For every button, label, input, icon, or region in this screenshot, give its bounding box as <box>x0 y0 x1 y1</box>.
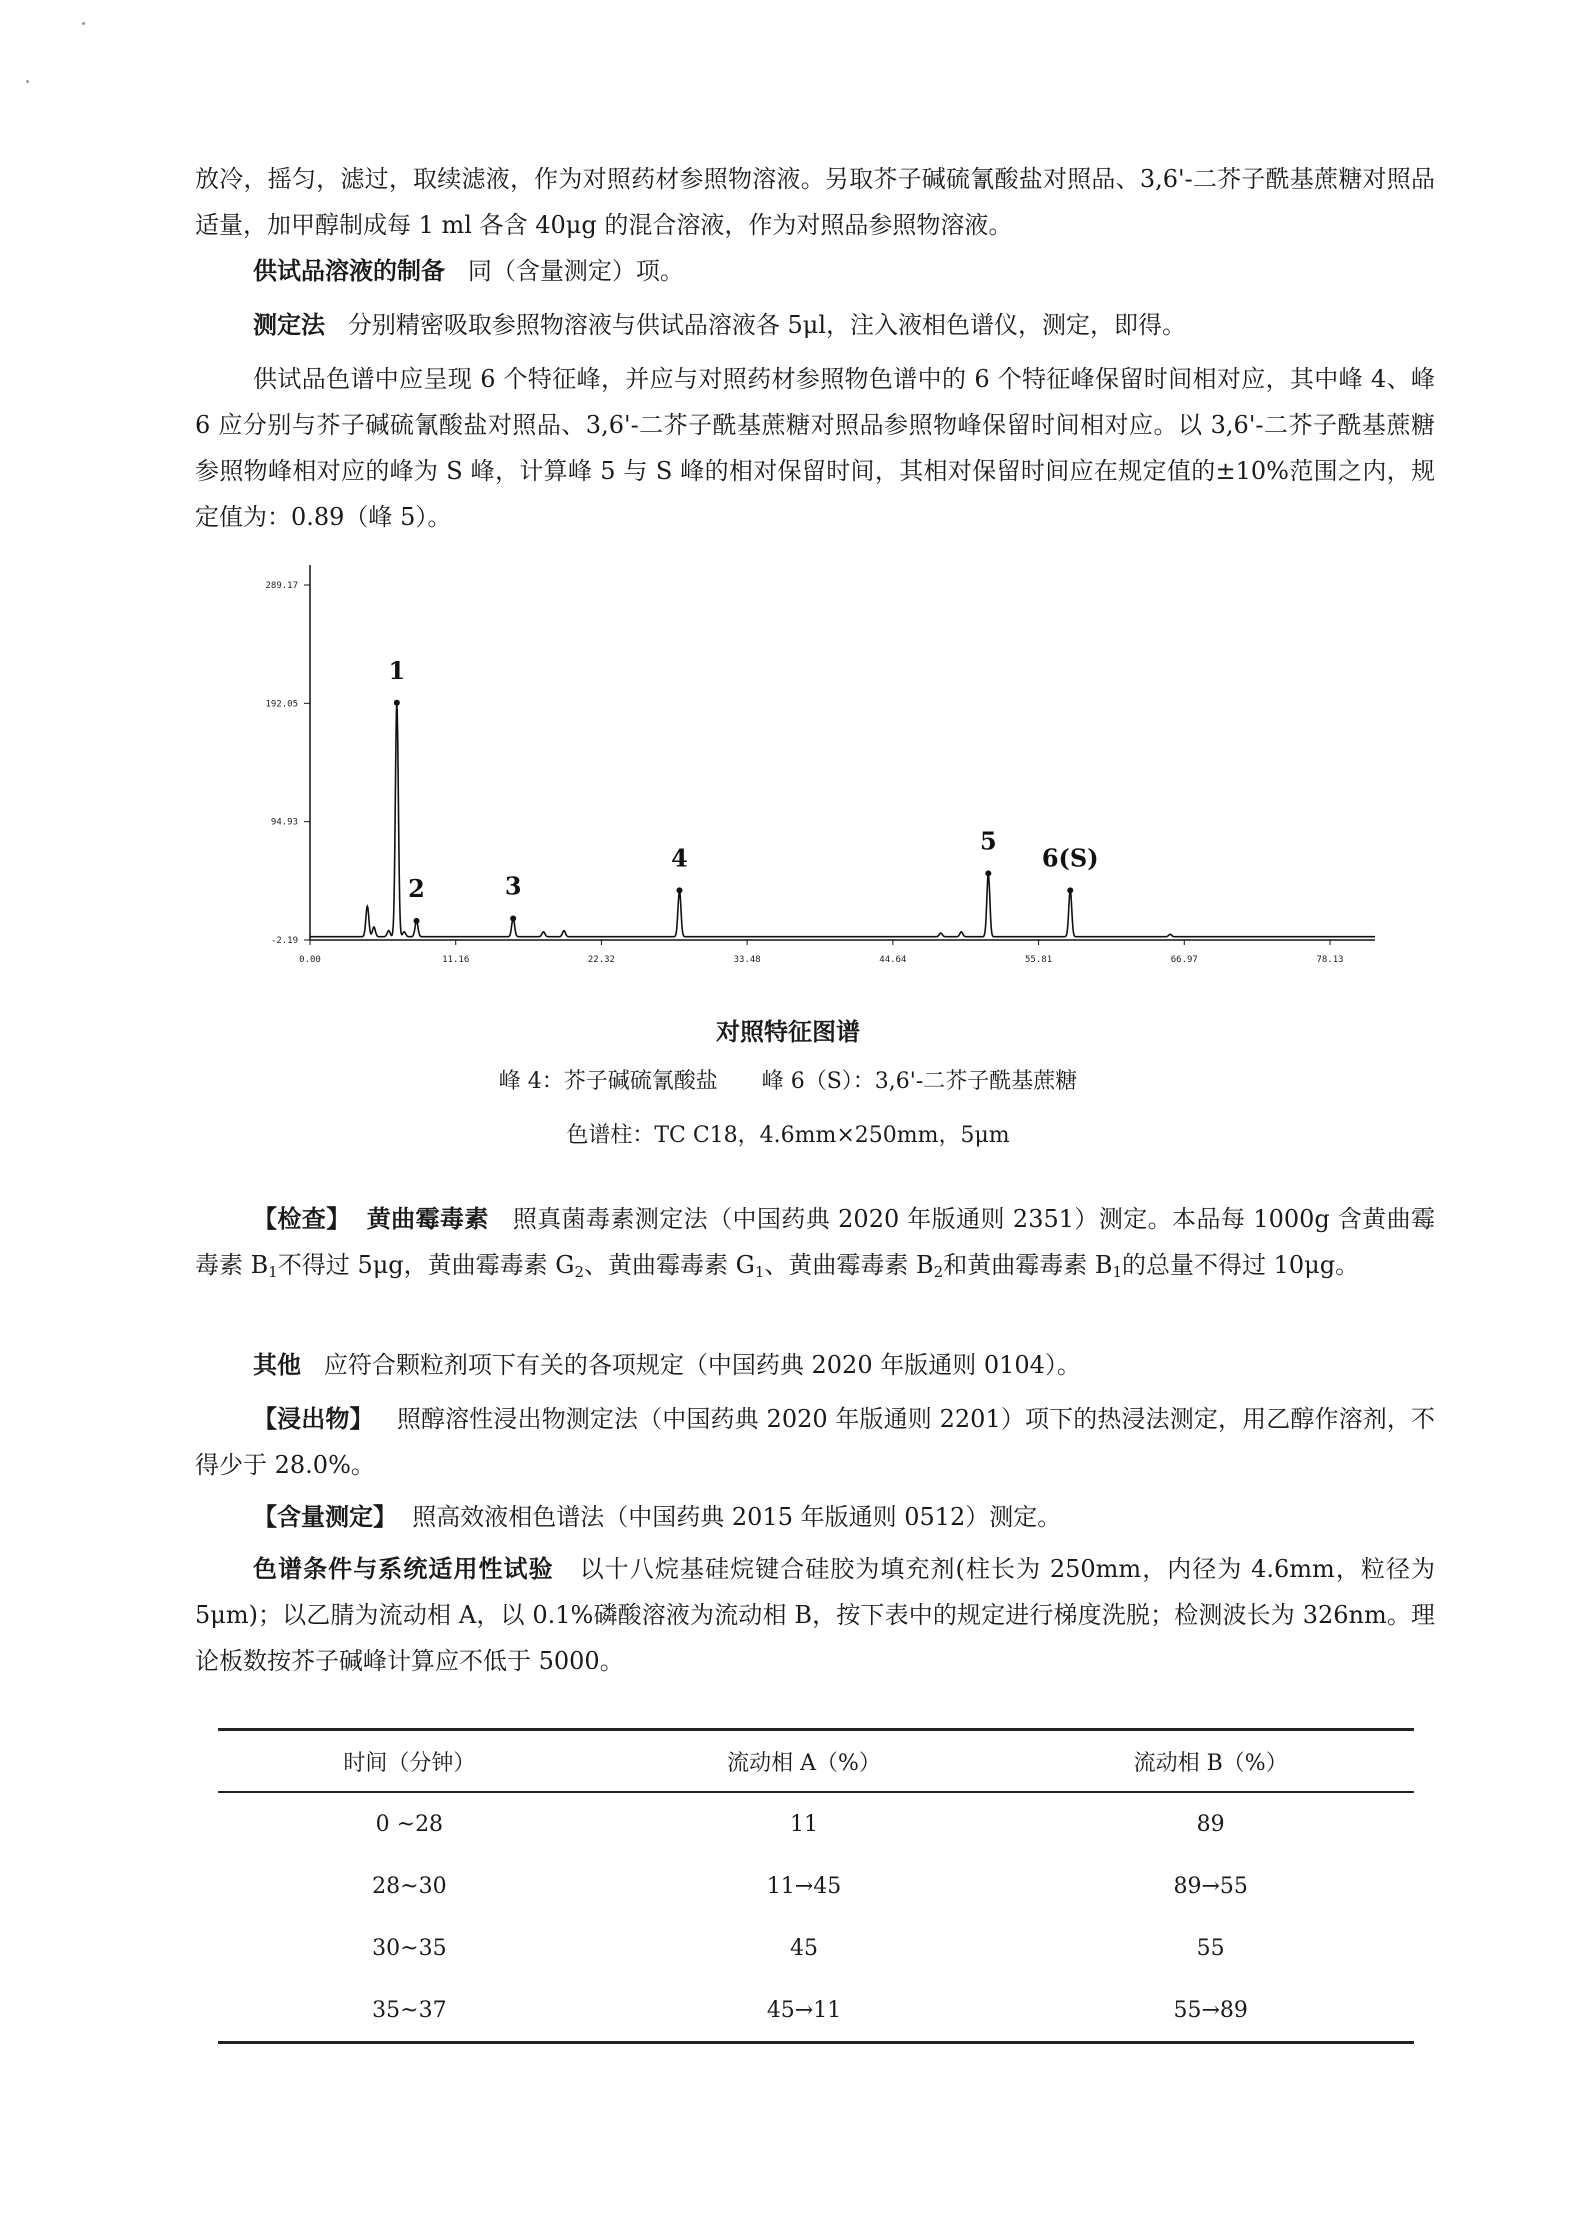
paragraph-text: 照醇溶性浸出物测定法（中国药典 2020 年版通则 2201）项下的热浸法测定，用乙醇作溶剂，不得少于 28.0%。 <box>195 1405 1435 1479</box>
cell-phase-b: 55→89 <box>1173 1997 1248 2023</box>
section-heading-check: 【检查】 <box>253 1205 351 1233</box>
peak-label: 1 <box>388 655 406 685</box>
text-run: 照真菌毒素测定法（中国药典 2020 年版通则 2351）测定。本品每 1000g 含黄曲霉毒素 B <box>195 1205 1435 1279</box>
paragraph-text: 以十八烷基硅烷键合硅胶为填充剂(柱长为 250mm，内径为 4.6mm，粒径为 5μm)；以乙腈为流动相 A，以 0.1%磷酸溶液为流动相 B，按下表中的规定进行梯度洗脱；检测波长为 326nm。理论板数按芥子碱峰计算应不低于 5000。 <box>195 1555 1436 1675</box>
header-time: 时间（分钟） <box>343 1750 476 1776</box>
x-tick-label: 11.16 <box>442 955 470 965</box>
peak-marker <box>985 870 991 876</box>
section-heading-extract: 【浸出物】 <box>253 1405 374 1433</box>
x-tick-label: 55.81 <box>1025 955 1053 965</box>
y-tick-label: 94.93 <box>270 817 298 828</box>
cell-time: 0 ~28 <box>375 1811 444 1837</box>
peak-label: 6(S) <box>1041 843 1099 873</box>
cell-phase-a: 11→45 <box>766 1873 842 1899</box>
paragraph-text: 应符合颗粒剂项下有关的各项规定（中国药典 2020 年版通则 0104）。 <box>323 1351 1081 1379</box>
subheading-aflatoxin: 黄曲霉毒素 <box>366 1205 489 1233</box>
chromatogram-trace <box>310 703 1375 937</box>
text-run: 不得过 5μg，黄曲霉毒素 G <box>277 1251 575 1279</box>
peak-marker <box>414 918 420 924</box>
table-row <box>218 1792 1414 1855</box>
peak-label: 4 <box>671 843 688 873</box>
paragraph-text: 分别精密吸取参照物溶液与供试品溶液各 5μl，注入液相色谱仪，测定，即得。 <box>347 311 1187 339</box>
x-tick-label: 78.13 <box>1316 955 1344 965</box>
gradient-table <box>218 1728 1414 2044</box>
paragraph-extract <box>195 1396 1435 1488</box>
peak-marker <box>394 700 400 706</box>
cell-phase-a: 11 <box>790 1811 819 1837</box>
paragraph-assay <box>195 1494 1435 1540</box>
text-run: 和黄曲霉毒素 B <box>943 1251 1113 1279</box>
figure-title: 对照特征图谱 <box>716 1018 860 1046</box>
scan-speck <box>82 22 85 25</box>
paragraph-text: 照高效液相色谱法（中国药典 2015 年版通则 0512）测定。 <box>412 1503 1062 1531</box>
subscript: 2 <box>574 1263 585 1281</box>
subscript: 1 <box>268 1263 278 1281</box>
x-axis <box>299 940 1375 965</box>
cell-phase-b: 89 <box>1196 1811 1225 1837</box>
paragraph-test-solution <box>195 248 1435 294</box>
cell-phase-b: 55 <box>1196 1935 1225 1961</box>
chromatogram-chart <box>265 555 1380 985</box>
peak-label: 5 <box>979 826 997 856</box>
cell-phase-a: 45→11 <box>766 1997 842 2023</box>
header-phase-b: 流动相 B（%） <box>1133 1750 1288 1776</box>
table-row <box>218 1979 1414 2043</box>
subscript: 1 <box>1112 1263 1123 1281</box>
header-phase-a: 流动相 A（%） <box>727 1750 881 1776</box>
x-tick-label: 33.48 <box>733 955 761 965</box>
peak-marker <box>1067 887 1073 893</box>
paragraph-reference-solution: 放冷，摇匀，滤过，取续滤液，作为对照药材参照物溶液。另取芥子碱硫氰酸盐对照品、3,6'-二芥子酰基蔗糖对照品适量，加甲醇制成每 1 ml 各含 40μg 的混合溶液，作为对照品参照物溶液。 <box>195 165 1435 239</box>
table-row <box>218 1917 1414 1979</box>
peak-marker <box>676 887 682 893</box>
text-run: 、黄曲霉毒素 G <box>584 1251 755 1279</box>
table-header-row <box>218 1730 1414 1793</box>
paragraph-method <box>195 302 1435 348</box>
cell-time: 28~30 <box>372 1873 447 1899</box>
paragraph-conditions <box>195 1546 1435 1684</box>
text-run: 的总量不得过 10μg。 <box>1122 1251 1360 1279</box>
cell-phase-a: 45 <box>790 1935 819 1961</box>
subscript: 1 <box>754 1263 765 1281</box>
y-axis <box>265 565 310 946</box>
text-run: 、黄曲霉毒素 B <box>764 1251 934 1279</box>
scan-speck <box>26 80 29 83</box>
section-heading: 测定法 <box>253 311 325 339</box>
paragraph-check <box>195 1196 1435 1288</box>
peak-label: 2 <box>408 873 425 903</box>
figure-peaks-note: 峰 4：芥子碱硫氰酸盐 峰 6（S）：3,6'-二芥子酰基蔗糖 <box>498 1069 1078 1094</box>
x-tick-label: 66.97 <box>1170 955 1198 965</box>
paragraph-other <box>195 1342 1435 1388</box>
section-heading-other: 其他 <box>253 1351 301 1379</box>
y-tick-label: 289.17 <box>265 581 298 591</box>
paragraph-text: 同（含量测定）项。 <box>467 257 684 285</box>
paragraph-peak-requirements: 供试品色谱中应呈现 6 个特征峰，并应与对照药材参照物色谱中的 6 个特征峰保留时间相对应，其中峰 4、峰 6 应分别与芥子碱硫氰酸盐对照品、3,6'-二芥子酰基蔗糖对照品参照物峰保留时间相对应。以 3,6'-二芥子酰基蔗糖参照物峰相对应的峰为 S 峰，计算峰 5 与 S 峰的相对保留时间，其相对保留时间应在规定值的±10%范围之内，规定值为：0.89（峰 5）。 <box>195 365 1435 531</box>
peak-marker <box>510 915 516 921</box>
cell-time: 35~37 <box>372 1997 447 2023</box>
y-tick-label: 192.05 <box>265 699 298 710</box>
cell-time: 30~35 <box>372 1935 447 1961</box>
section-heading-assay: 【含量测定】 <box>253 1503 397 1531</box>
section-heading: 供试品溶液的制备 <box>253 257 445 285</box>
figure-column-note: 色谱柱：TC C18，4.6mm×250mm，5μm <box>566 1123 1010 1148</box>
table-row <box>218 1855 1414 1917</box>
peak-labels <box>388 656 1098 924</box>
y-tick-label: -2.19 <box>270 936 298 946</box>
x-tick-label: 22.32 <box>587 955 615 965</box>
x-tick-label: 44.64 <box>879 955 907 965</box>
peak-label: 3 <box>504 871 522 901</box>
x-tick-label: 0.00 <box>299 955 321 965</box>
subscript: 2 <box>933 1263 944 1281</box>
cell-phase-b: 89→55 <box>1173 1873 1248 1899</box>
section-heading-conditions: 色谱条件与系统适用性试验 <box>253 1555 554 1583</box>
